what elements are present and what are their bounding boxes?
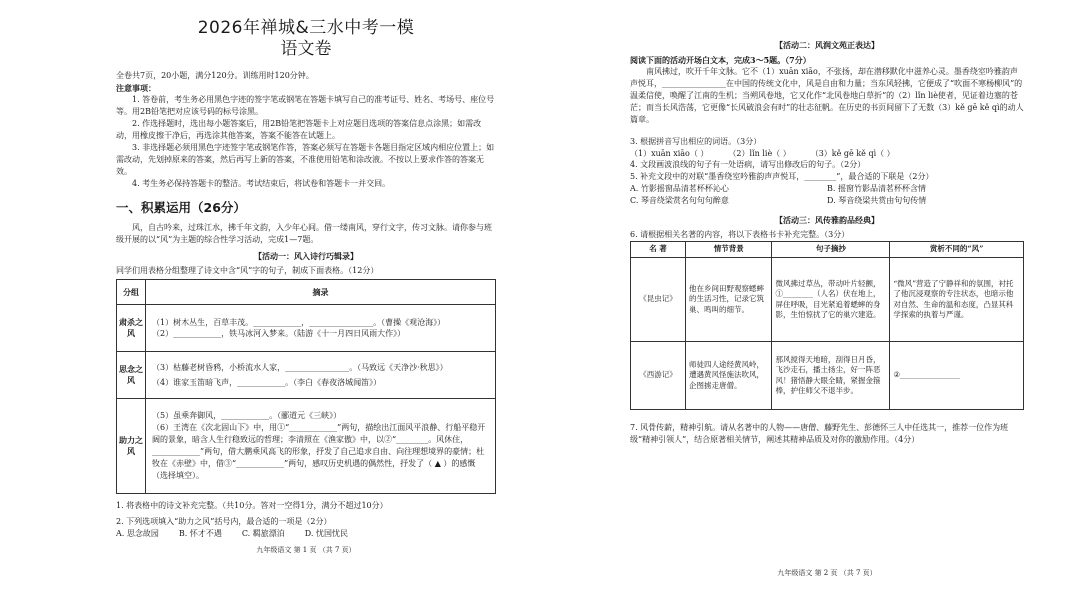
pinyin-item: （1）xuān xiāo（ ）	[630, 149, 709, 158]
note-item: 1. 答卷前，考生务必用黑色字迹的签字笔或钢笔在答题卡填写自己的准考证号、姓名、考场号、座位号等。用2B铅笔把对应该号码的标号涂黑。	[116, 95, 495, 116]
page-footer: 九年级语文 第 1 页 （共 7 页）	[256, 546, 356, 554]
table-cell	[146, 352, 496, 399]
note-item: 3. 非选择题必须用黑色字迹签字笔或钢笔作答，答案必须写在答题卡各题目指定区域内相应位置上；如需改动，先划掉原来的答案，然后再写上新的答案，不准使用铅笔和涂改液。不按以上要求作答的答案无效。	[116, 143, 495, 176]
section-intro: 风，自古吟来，过珠江水，拂千年文韵，入少年心间。借一缕南风，穿行文字，传习文脉。请你参与班级开展的以“风”为主题的综合性学习活动，完成1—7题。	[116, 223, 492, 244]
book-card-table	[630, 241, 1024, 410]
question-2: 2. 下列选项填入“助力之风”括号内，最合适的一项是（2分）	[116, 517, 332, 526]
section-heading: 一、积累运用（26分）	[116, 200, 246, 215]
note-item: 4. 考生务必保持答题卡的整洁。考试结束后，将试卷和答题卡一并交回。	[132, 179, 391, 188]
excerpt-line: （1）树木丛生，百草丰茂。____________，________________。（曹操《观沧海》）	[152, 318, 446, 327]
group-label: 助力之风	[117, 399, 146, 494]
option-a: A. 竹影摇窗品清茗杯杯沁心	[630, 184, 729, 193]
page-footer: 九年级语文 第 2 页 （共 7 页）	[777, 569, 877, 577]
excerpt-cell: 微风拂过草丛，带动叶片轻颤，①________（人名）伏在地上，屏住呼吸，目光紧追着蟋蟀的身影，生怕惊扰了它的巢穴建造。	[772, 258, 890, 342]
notes-title: 注意事项：	[116, 83, 156, 93]
pinyin-item: （3）kě gē kě qì（ ）	[810, 149, 895, 158]
activity-heading: 【活动二：风润文苑正表达】	[775, 40, 879, 50]
option-b: B. 怀才不遇	[178, 529, 222, 538]
question-1: 1. 将表格中的诗文补充完整。（共10分。答对一空得1分，满分不超过10分）	[116, 501, 388, 510]
question-4: 4. 文段画波浪线的句子有一处语病，请写出修改后的句子。（2分）	[630, 160, 866, 169]
activity-heading: 【活动一：风入诗行巧辑录】	[254, 251, 358, 261]
question-5: 5. 补充文段中的对联“墨香绕室吟雅韵声声悦耳，________”，最合适的下联是（2分）	[630, 172, 934, 181]
option-d: D. 琴音绕梁共赏由句句传情	[827, 196, 927, 205]
option-c: C. 琴音绕梁赏名句句句醉意	[630, 196, 729, 205]
activity-heading: 【活动三：风传雅韵品经典】	[775, 215, 879, 225]
activity-desc: 同学们用表格分组整理了诗文中含“风”字的句子，制成下面表格。（12分）	[116, 266, 379, 275]
exam-meta: 全卷共7页，20小题，满分120分。训练用时120分钟。	[116, 71, 314, 80]
excerpt-line: （6）王湾在《次北固山下》中，用①“____________”两句，描绘出江面风平浪静、行船平稳开阔的景象，暗含人生行稳致远的哲理；李清照在《渔家傲》中，以②“________。风休住，____________”两句，借大鹏乘风高飞的形象，抒发了自己追求自由、向往理想境界的豪情；杜牧在《赤壁》中，借③“____________”两句，感叹历史机遇的偶然性，抒发了（ ▲ ）的感慨（选择填空）。	[152, 423, 486, 480]
table-header-excerpt: 摘录	[146, 280, 496, 305]
table-header: 名 著	[631, 242, 686, 258]
exam-title: 2026年禅城&三水中考一模	[197, 18, 415, 38]
question-2-options	[116, 528, 496, 539]
excerpt-line: （5）虽乘奔御风，____________。（郦道元《三峡》）	[152, 411, 342, 420]
group-label: 肃杀之风	[117, 305, 146, 352]
question-6: 6. 请根据相关名著的内容，将以下表格书卡补充完整。（3分）	[630, 230, 850, 239]
table-header-group: 分组	[117, 280, 146, 305]
option-a: A. 思念故园	[116, 529, 159, 538]
table-cell	[146, 305, 496, 352]
excerpt-line: （2）____________，铁马冰河入梦来。（陆游《十一月四日风雨大作》）	[152, 329, 406, 338]
excerpt-line: （3）枯藤老树昏鸦，小桥流水人家，________________。（马致远《天净沙·秋思》）	[152, 363, 448, 372]
pinyin-item: （2）lǐn liè（ ）	[728, 149, 791, 158]
table-header: 句子摘抄	[772, 242, 890, 258]
option-c: C. 羁旅漂泊	[241, 529, 285, 538]
reading-passage: 南风拂过，吹开千年文脉。它不（1）xuān xiāo，不张扬，却在潜移默化中滋养心灵。墨香绕室吟雅韵声声悦耳，________________在中国的传统文化中，风是自由和力量；当东风轻拂，它便成了“吹面不寒杨柳风”的温柔信使，唤醒了江南的生机；当朔风卷地，它又化作“北风卷地白草折”的（2）lǐn liè使者，见证着边塞的苍茫；而当长风浩荡，它更像“长风破浪会有时”的壮志征帆。在历史的书页间留下了无数（3）kě gē kě qì的动人篇章。	[630, 67, 1024, 124]
question-3-items	[630, 148, 1024, 159]
option-b: B. 摇窗竹影品清茗杯杯含情	[827, 184, 926, 193]
group-label: 思念之风	[117, 352, 146, 399]
plot-background: 他在乡间田野观察蟋蟀的生活习性，记录它筑巢、鸣叫的细节。	[686, 258, 772, 342]
excerpt-line: （4）谁家玉笛暗飞声，____________。（李白《春夜洛城闻笛》）	[152, 378, 382, 387]
exam-subtitle: 语文卷	[280, 39, 332, 59]
book-title: 《西游记》	[631, 342, 686, 410]
poetry-table	[116, 279, 496, 494]
table-cell	[146, 399, 496, 494]
question-5-options	[630, 183, 1024, 207]
activity-desc: 阅读下面的活动开场白文本，完成3～5题。（7分）	[630, 55, 811, 65]
question-7: 7. 风骨传薪，精神引航。请从名著中的人物——唐僧、藤野先生、彭德怀三人中任选其一，推荐一位作为班级“精神引领人”，结合原著相关情节，阐述其精神品质及对你的激励作用。（4分）	[630, 423, 1009, 444]
excerpt-cell: 那风搅得天地暗，刮得日月昏，飞沙走石，播土扬尘，好一阵恶风！猪悟静大眼全睛，紧握金箍棒，护住师父不退半步。	[772, 342, 890, 410]
analysis-cell: ②________________	[890, 342, 1024, 410]
exam-page-2	[540, 0, 1080, 608]
analysis-cell: “微风”营造了宁静祥和的氛围，衬托了他沉浸观察的专注状态，也暗示他对自然、生命的温和态度，凸显其科学探索的执着与严谨。	[890, 258, 1024, 342]
book-title: 《昆虫记》	[631, 258, 686, 342]
table-header: 情节背景	[686, 242, 772, 258]
option-d: D. 忧国忧民	[304, 529, 348, 538]
note-item: 2. 作选择题时，选出每小题答案后，用2B铅笔把答题卡上对应题目选项的答案信息点涂黑；如需改动，用橡皮擦干净后，再选涂其他答案，答案不能答在试题上。	[116, 119, 482, 140]
plot-background: 师徒四人途经黄风岭，遭遇黄风怪施法吹风，企图掳走唐僧。	[686, 342, 772, 410]
question-3: 3. 根据拼音写出相应的词语。（3分）	[630, 137, 762, 146]
table-header: 赏析不同的“风”	[890, 242, 1024, 258]
